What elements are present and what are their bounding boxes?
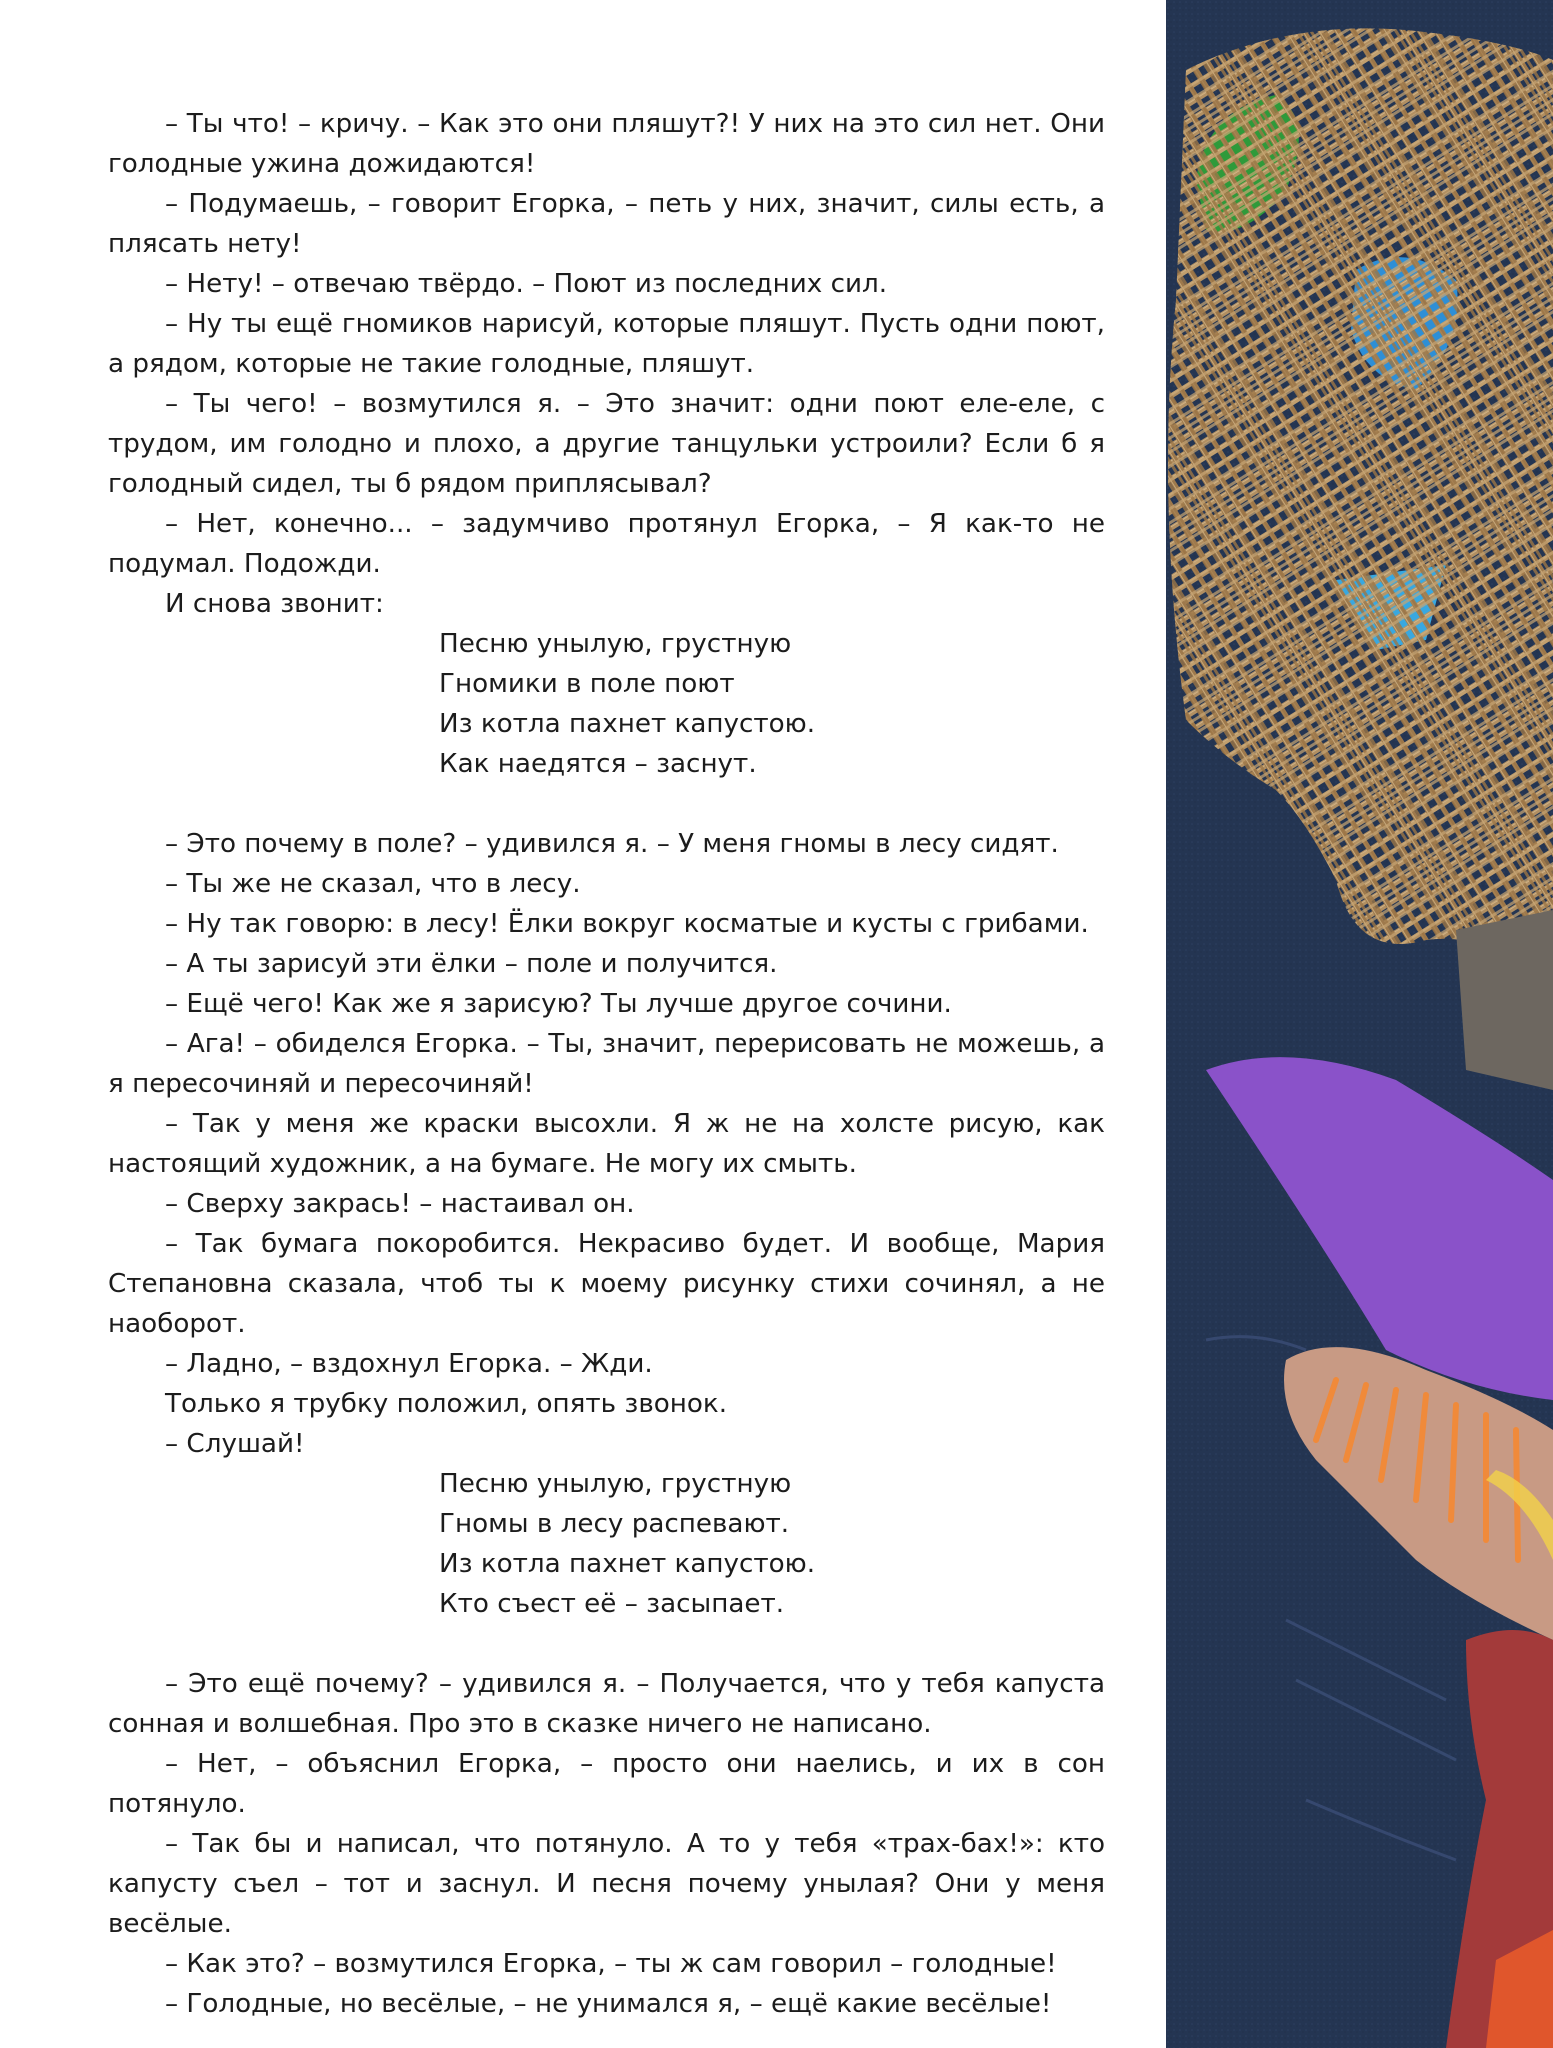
poem-line: Песню унылую, грустную xyxy=(439,629,792,659)
paragraph: – Ладно, – вздохнул Егорка. – Жди. xyxy=(165,1349,653,1379)
poem-line: Из котла пахнет капустою. xyxy=(439,709,816,739)
paragraph: И снова звонит: xyxy=(165,589,384,619)
poem-line: Гномы в лесу распевают. xyxy=(439,1509,790,1539)
paragraph: – Так бы и написал, что потянуло. А то у тебя «трах-бах!»: кто капусту съел – тот и заснул. И песня почему унылая? Они у меня весёлые. xyxy=(108,1829,1105,1939)
paragraph: – А ты зарисуй эти ёлки – поле и получится. xyxy=(165,949,778,979)
paragraph: – Так у меня же краски высохли. Я ж не на холсте рисую, как настоящий художник, а на бумаге. Не могу их смыть. xyxy=(108,1109,1105,1179)
paragraph: – Ты что! – кричу. – Как это они пляшут?! У них на это сил нет. Они голодные ужина дожидаются! xyxy=(108,109,1105,179)
grey-cardboard xyxy=(1456,910,1553,1090)
stanza-gap xyxy=(108,784,1105,824)
paragraph: – Нет, конечно... – задумчиво протянул Егорка, – Я как-то не подумал. Подожди. xyxy=(108,509,1105,579)
paragraph: – Нету! – отвечаю твёрдо. – Поют из последних сил. xyxy=(165,269,888,299)
paragraph: – Голодные, но весёлые, – не унимался я, – ещё какие весёлые! xyxy=(165,1989,1052,2019)
paragraph: – Ты чего! – возмутился я. – Это значит: одни поют еле-еле, с трудом, им голодно и плохо, а другие танцульки устроили? Если б я голодный сидел, ты б рядом приплясывал? xyxy=(108,389,1105,499)
paragraph: – Как это? – возмутился Егорка, – ты ж сам говорил – голодные! xyxy=(165,1949,1057,1979)
collage-artwork xyxy=(1166,0,1553,2048)
paragraph: – Подумаешь, – говорит Егорка, – петь у них, значит, силы есть, а плясать нету! xyxy=(108,189,1105,259)
poem-line: Песню унылую, грустную xyxy=(439,1469,792,1499)
paragraph: – Нет, – объяснил Егорка, – просто они наелись, и их в сон потянуло. xyxy=(108,1749,1105,1819)
paragraph: – Сверху закрась! – настаивал он. xyxy=(165,1189,635,1219)
paragraph: – Так бумага покоробится. Некрасиво будет. И вообще, Мария Степановна сказала, чтоб ты к моему рисунку стихи сочинял, а не наоборот. xyxy=(108,1229,1105,1339)
poem-line: Из котла пахнет капустою. xyxy=(439,1549,816,1579)
paragraph: – Ты же не сказал, что в лесу. xyxy=(165,869,581,899)
paragraph: – Это почему в поле? – удивился я. – У меня гномы в лесу сидят. xyxy=(165,829,1059,859)
collage-illustration xyxy=(1166,0,1553,2048)
poem-line: Кто съест её – засыпает. xyxy=(439,1589,785,1619)
poem-line: Как наедятся – заснут. xyxy=(439,749,757,779)
poem-line: Гномики в поле поют xyxy=(439,669,735,699)
stanza-gap xyxy=(108,1624,1105,1664)
paragraph: – Это ещё почему? – удивился я. – Получается, что у тебя капуста сонная и волшебная. Про это в сказке ничего не написано. xyxy=(108,1669,1105,1739)
paragraph: – Ну так говорю: в лесу! Ёлки вокруг косматые и кусты с грибами. xyxy=(165,909,1089,939)
paragraph: – Ну ты ещё гномиков нарисуй, которые пляшут. Пусть одни поют, а рядом, которые не такие голодные, пляшут. xyxy=(108,309,1105,379)
paragraph: – Слушай! xyxy=(165,1429,305,1459)
paragraph: – Ещё чего! Как же я зарисую? Ты лучше другое сочини. xyxy=(165,989,952,1019)
paragraph: – Ага! – обиделся Егорка. – Ты, значит, перерисовать не можешь, а я пересочиняй и пересочиняй! xyxy=(108,1029,1105,1099)
paragraph: Только я трубку положил, опять звонок. xyxy=(165,1389,728,1419)
poem-first xyxy=(108,624,1105,784)
poem-second xyxy=(108,1464,1105,1624)
page-text xyxy=(108,104,1105,2024)
